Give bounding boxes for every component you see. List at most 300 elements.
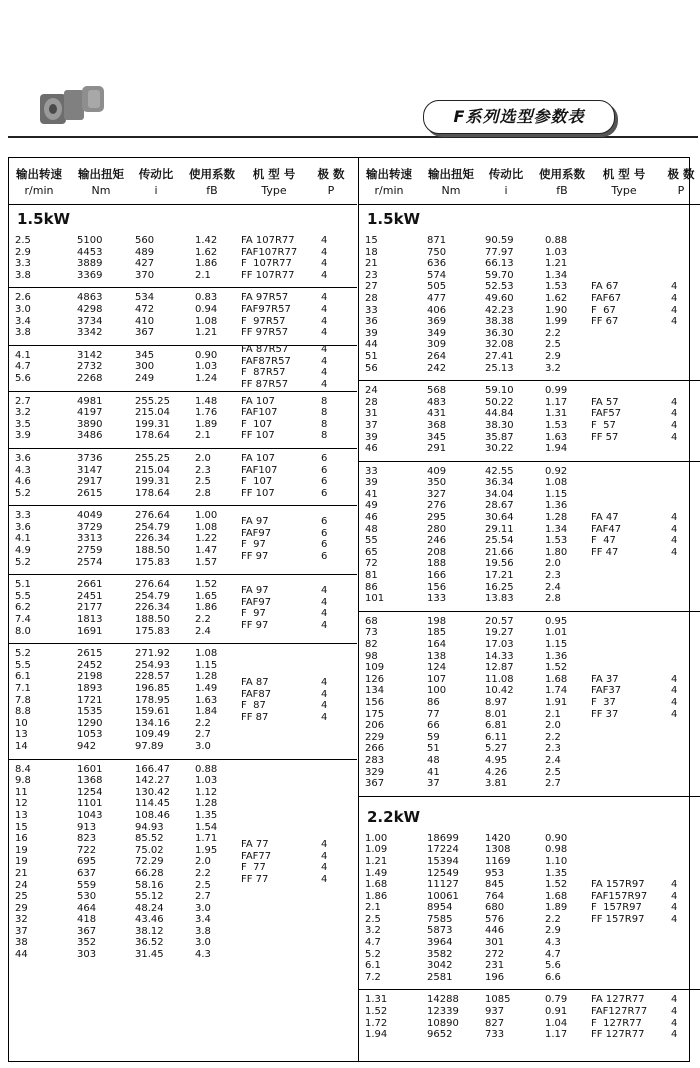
ratio-cell: 94.93 — [135, 821, 164, 833]
right-column — [359, 158, 700, 1061]
speed-cell: 3.9 — [15, 430, 31, 442]
speed-cell: 1.86 — [365, 890, 388, 902]
service-factor-cell: 1.47 — [195, 545, 218, 557]
table-row — [359, 778, 700, 790]
model-type: FA 127R77 — [591, 994, 645, 1006]
speed-cell: 36 — [365, 316, 378, 328]
table-row — [359, 709, 700, 721]
ratio-cell: 4.95 — [485, 754, 508, 766]
table-row — [9, 880, 357, 892]
speed-cell: 13 — [15, 809, 28, 821]
ratio-cell: 472 — [135, 303, 155, 315]
ratio-cell: 199.31 — [135, 476, 170, 488]
table-row — [359, 328, 700, 340]
ratio-cell: 255.25 — [135, 395, 170, 407]
torque-cell: 2452 — [77, 659, 103, 671]
pole-count: 4 — [671, 994, 678, 1006]
ratio-cell: 25.13 — [485, 362, 514, 374]
service-factor-cell: 2.9 — [545, 350, 561, 362]
model-type: FF 107 — [241, 430, 275, 442]
ratio-cell: 16.25 — [485, 581, 514, 593]
table-row — [9, 407, 357, 419]
ratio-cell: 4.26 — [485, 766, 508, 778]
service-factor-cell: 4.3 — [545, 937, 561, 949]
speed-cell: 39 — [365, 431, 378, 443]
service-factor-cell: 2.2 — [195, 867, 211, 879]
ratio-cell: 254.79 — [135, 521, 170, 533]
ratio-cell: 66.28 — [135, 867, 164, 879]
torque-cell: 3147 — [77, 464, 103, 476]
speed-cell: 1.72 — [365, 1017, 388, 1029]
service-factor-cell: 2.8 — [545, 593, 561, 605]
service-factor-cell: 0.98 — [545, 844, 568, 856]
pole-count: 4 — [321, 596, 328, 608]
service-factor-cell: 1.86 — [195, 602, 218, 614]
speed-cell: 126 — [365, 673, 385, 685]
service-factor-cell: 1.08 — [195, 521, 218, 533]
torque-cell: 138 — [427, 650, 447, 662]
model-type: FAF47 — [591, 523, 622, 535]
torque-cell: 17224 — [427, 844, 459, 856]
service-factor-cell: 1.89 — [195, 418, 218, 430]
torque-cell: 4197 — [77, 407, 103, 419]
ratio-cell: 130.42 — [135, 786, 170, 798]
table-row — [359, 949, 700, 961]
torque-cell: 51 — [427, 743, 440, 755]
ratio-cell: 226.34 — [135, 533, 170, 545]
service-factor-cell: 1.42 — [195, 235, 218, 246]
speed-cell: 51 — [365, 350, 378, 362]
service-factor-cell: 2.3 — [195, 464, 211, 476]
model-type: FAF77 — [241, 850, 272, 862]
ratio-cell: 142.27 — [135, 775, 170, 787]
ratio-cell: 301 — [485, 937, 505, 949]
speed-cell: 2.6 — [15, 292, 31, 304]
pole-count: 6 — [321, 527, 328, 539]
pole-count: 4 — [671, 419, 678, 431]
service-factor-cell: 1.54 — [195, 821, 218, 833]
ratio-cell: 42.55 — [485, 465, 514, 477]
ratio-cell: 20.57 — [485, 615, 514, 627]
speed-cell: 3.8 — [15, 269, 31, 281]
table-row — [359, 466, 700, 478]
ratio-cell: 175.83 — [135, 625, 170, 637]
pole-count: 8 — [321, 418, 328, 430]
ratio-cell: 1085 — [485, 994, 511, 1006]
ratio-cell: 109.49 — [135, 729, 170, 741]
header-model-unit: Type — [261, 184, 287, 197]
pole-count: 8 — [321, 430, 328, 442]
speed-cell: 12 — [15, 798, 28, 810]
pole-count: 4 — [321, 838, 328, 850]
service-factor-cell: 1.71 — [195, 833, 218, 845]
speed-cell: 109 — [365, 662, 385, 674]
torque-cell: 464 — [77, 902, 97, 914]
speed-cell: 3.6 — [15, 521, 31, 533]
table-row — [359, 351, 700, 363]
torque-cell: 1813 — [77, 614, 103, 626]
model-type: FA 87 — [241, 677, 269, 689]
table-row — [9, 764, 357, 776]
service-factor-cell: 1.35 — [195, 809, 218, 821]
speed-cell: 1.31 — [365, 994, 388, 1006]
speed-cell: 156 — [365, 696, 385, 708]
ratio-cell: 178.95 — [135, 694, 170, 706]
ratio-cell: 97.89 — [135, 740, 164, 752]
service-factor-cell: 2.2 — [545, 731, 561, 743]
pole-count: 4 — [671, 512, 678, 524]
torque-cell: 1893 — [77, 683, 103, 694]
torque-cell: 327 — [427, 488, 447, 500]
pole-count: 4 — [321, 619, 328, 631]
service-factor-cell: 1.08 — [195, 648, 218, 660]
torque-cell: 124 — [427, 662, 447, 674]
table-row — [359, 833, 700, 845]
speed-cell: 7.2 — [365, 971, 381, 983]
table-row — [9, 798, 357, 810]
ratio-cell: 576 — [485, 913, 505, 925]
torque-cell: 309 — [427, 339, 447, 351]
ratio-cell: 134.16 — [135, 717, 170, 729]
torque-cell: 1535 — [77, 706, 103, 718]
spec-block — [9, 343, 357, 392]
spec-block — [9, 392, 357, 449]
table-row — [359, 477, 700, 489]
table-row — [359, 420, 700, 432]
pole-count: 4 — [321, 343, 328, 355]
model-type: FA 47 — [591, 512, 619, 524]
torque-cell: 264 — [427, 350, 447, 362]
service-factor-cell: 1.63 — [545, 431, 568, 443]
ratio-cell: 43.46 — [135, 914, 164, 926]
torque-cell: 12549 — [427, 867, 459, 879]
torque-cell: 246 — [427, 535, 447, 547]
power-rating: 2.2kW — [367, 807, 421, 826]
table-row — [9, 545, 357, 557]
pole-count: 4 — [671, 708, 678, 720]
model-type: F 37 — [591, 697, 616, 708]
torque-cell: 9652 — [427, 1029, 453, 1041]
model-type: FF 87 — [241, 712, 269, 724]
model-type: FAF97 — [241, 527, 272, 539]
speed-cell: 15 — [15, 821, 28, 833]
table-row — [359, 639, 700, 651]
pole-count: 4 — [321, 850, 328, 862]
model-type: FAF37 — [591, 685, 622, 697]
table-row — [9, 614, 357, 626]
table-row — [359, 868, 700, 880]
pole-count: 6 — [321, 464, 328, 476]
pole-count: 4 — [671, 546, 678, 558]
torque-cell: 4981 — [77, 395, 103, 407]
model-type: F 127R77 — [591, 1017, 642, 1029]
ratio-cell: 1420 — [485, 832, 511, 844]
ratio-cell: 35.87 — [485, 431, 514, 443]
pole-count: 8 — [321, 395, 328, 407]
service-factor-cell: 2.2 — [195, 614, 211, 626]
speed-cell: 5.2 — [365, 948, 381, 960]
table-row — [9, 914, 357, 926]
speed-cell: 3.6 — [15, 452, 31, 464]
table-row — [359, 755, 700, 767]
service-factor-cell: 0.95 — [545, 615, 568, 627]
ratio-cell: 19.56 — [485, 558, 514, 570]
header-poles-unit: P — [327, 184, 335, 197]
service-factor-cell: 1.90 — [545, 304, 568, 316]
spec-block — [9, 760, 357, 967]
speed-cell: 1.68 — [365, 879, 388, 891]
table-row — [359, 305, 700, 317]
service-factor-cell: 1.52 — [545, 879, 568, 891]
speed-cell: 5.2 — [15, 487, 31, 499]
model-type: FA 37 — [591, 673, 619, 685]
torque-cell: 530 — [77, 891, 97, 903]
table-row — [359, 627, 700, 639]
ratio-cell: 370 — [135, 269, 155, 281]
speed-cell: 28 — [365, 396, 378, 408]
model-type: FAF87R57 — [241, 355, 291, 367]
speed-cell: 1.94 — [365, 1029, 388, 1041]
ratio-cell: 28.67 — [485, 500, 514, 512]
header-speed-unit: r/min — [374, 184, 404, 197]
torque-cell: 37 — [427, 778, 440, 790]
speed-cell: 6.2 — [15, 602, 31, 614]
torque-cell: 12339 — [427, 1006, 459, 1018]
torque-cell: 2917 — [77, 476, 103, 488]
speed-cell: 56 — [365, 362, 378, 374]
table-row — [9, 350, 357, 362]
selection-table — [8, 157, 695, 1062]
torque-cell: 280 — [427, 523, 447, 535]
model-type: FAF107 — [241, 407, 278, 419]
torque-cell: 66 — [427, 720, 440, 732]
header-torque-unit: Nm — [441, 184, 461, 197]
ratio-cell: 8.97 — [485, 696, 508, 708]
speed-cell: 2.5 — [365, 913, 381, 925]
speed-cell: 32 — [15, 914, 28, 926]
model-type: F 77 — [241, 862, 266, 874]
service-factor-cell: 1.21 — [195, 327, 218, 339]
pole-count: 4 — [671, 1017, 678, 1029]
table-header — [359, 158, 700, 205]
speed-cell: 3.2 — [15, 407, 31, 419]
model-type: FF 37 — [591, 708, 619, 720]
ratio-cell: 77.97 — [485, 246, 514, 258]
table-row — [9, 949, 357, 961]
table-row — [9, 648, 357, 660]
torque-cell: 3729 — [77, 521, 103, 533]
pole-count: 4 — [321, 873, 328, 885]
table-row — [359, 879, 700, 891]
speed-cell: 46 — [365, 443, 378, 455]
model-type: F 97R57 — [241, 315, 286, 327]
model-type: FF 107 — [241, 487, 275, 499]
speed-cell: 134 — [365, 685, 385, 697]
ratio-cell: 44.84 — [485, 408, 514, 420]
ratio-cell: 175.83 — [135, 556, 170, 568]
ratio-cell: 72.29 — [135, 856, 164, 868]
torque-cell: 2177 — [77, 602, 103, 614]
pole-count: 4 — [321, 367, 328, 379]
ratio-cell: 50.22 — [485, 396, 514, 408]
table-row — [359, 767, 700, 779]
torque-cell: 7585 — [427, 913, 453, 925]
table-row — [9, 247, 357, 259]
ratio-cell: 8.01 — [485, 708, 508, 720]
table-row — [9, 522, 357, 534]
service-factor-cell: 2.0 — [195, 856, 211, 868]
speed-cell: 37 — [365, 419, 378, 431]
service-factor-cell: 0.91 — [545, 1006, 568, 1018]
table-row — [9, 304, 357, 316]
speed-cell: 48 — [365, 523, 378, 535]
table-row — [359, 582, 700, 594]
ratio-cell: 427 — [135, 258, 155, 270]
table-row — [359, 651, 700, 663]
speed-cell: 33 — [365, 465, 378, 477]
service-factor-cell: 2.5 — [545, 766, 561, 778]
pole-count: 4 — [671, 1029, 678, 1041]
torque-cell: 2451 — [77, 590, 103, 602]
table-row — [9, 695, 357, 707]
header-speed: 输出转速 — [16, 167, 62, 181]
torque-cell: 750 — [427, 246, 447, 258]
table-row — [359, 720, 700, 732]
table-row — [9, 591, 357, 603]
service-factor-cell: 2.0 — [545, 720, 561, 732]
speed-cell: 44 — [365, 339, 378, 351]
torque-cell: 198 — [427, 615, 447, 627]
torque-cell: 188 — [427, 558, 447, 570]
pole-count: 4 — [321, 608, 328, 620]
model-type: F 97 — [241, 608, 266, 620]
service-factor-cell: 2.5 — [545, 339, 561, 351]
service-factor-cell: 2.7 — [195, 891, 211, 903]
table-row — [9, 718, 357, 730]
table-row — [9, 891, 357, 903]
torque-cell: 291 — [427, 443, 447, 455]
speed-cell: 16 — [15, 833, 28, 845]
service-factor-cell: 1.91 — [545, 696, 568, 708]
torque-cell: 483 — [427, 396, 447, 408]
torque-cell: 418 — [77, 914, 97, 926]
service-factor-cell: 2.0 — [545, 558, 561, 570]
ratio-cell: 48.24 — [135, 902, 164, 914]
ratio-cell: 30.22 — [485, 443, 514, 455]
service-factor-cell: 1.21 — [545, 258, 568, 270]
speed-cell: 367 — [365, 778, 385, 790]
torque-cell: 100 — [427, 685, 447, 697]
speed-cell: 2.9 — [15, 246, 31, 258]
speed-cell: 266 — [365, 743, 385, 755]
speed-cell: 8.8 — [15, 706, 31, 718]
torque-cell: 10061 — [427, 890, 459, 902]
torque-cell: 4453 — [77, 246, 103, 258]
service-factor-cell: 1.49 — [195, 683, 218, 694]
service-factor-cell: 0.90 — [195, 349, 218, 361]
ratio-cell: 38.38 — [485, 316, 514, 328]
torque-cell: 8954 — [427, 902, 453, 914]
table-row — [359, 697, 700, 709]
model-type: FF 57 — [591, 431, 619, 443]
torque-cell: 295 — [427, 512, 447, 524]
speed-cell: 101 — [365, 593, 385, 605]
table-row — [9, 822, 357, 834]
table-row — [359, 258, 700, 270]
table-row — [359, 616, 700, 628]
speed-cell: 3.0 — [15, 303, 31, 315]
speed-cell: 229 — [365, 731, 385, 743]
service-factor-cell: 1.36 — [545, 500, 568, 512]
ratio-cell: 178.64 — [135, 487, 170, 499]
model-type: FA 77 — [241, 838, 269, 850]
table-header — [9, 158, 357, 205]
service-factor-cell: 1.28 — [545, 512, 568, 524]
model-type: FF 107R77 — [241, 269, 295, 281]
ratio-cell: 13.83 — [485, 593, 514, 605]
table-row — [9, 660, 357, 672]
ratio-cell: 90.59 — [485, 235, 514, 246]
model-type: FAF107R77 — [241, 246, 298, 258]
torque-cell: 3734 — [77, 315, 103, 327]
header-torque: 输出扭矩 — [428, 167, 474, 181]
ratio-cell: 159.61 — [135, 706, 170, 718]
service-factor-cell: 1.04 — [545, 1017, 568, 1029]
ratio-cell: 52.53 — [485, 281, 514, 293]
speed-cell: 19 — [15, 844, 28, 856]
torque-cell: 1254 — [77, 786, 103, 798]
table-row — [9, 373, 357, 385]
speed-cell: 4.7 — [365, 937, 381, 949]
model-type: FA 107 — [241, 395, 275, 407]
service-factor-cell: 1.15 — [545, 639, 568, 650]
service-factor-cell: 1.74 — [545, 685, 568, 697]
ratio-cell: 300 — [135, 361, 155, 373]
pole-count: 4 — [671, 293, 678, 304]
pole-count: 6 — [321, 550, 328, 562]
spec-block — [359, 612, 700, 797]
service-factor-cell: 1.52 — [195, 579, 218, 591]
table-row — [359, 925, 700, 937]
header-torque: 输出扭矩 — [78, 167, 124, 181]
table-row — [9, 430, 357, 442]
speed-cell: 3.4 — [15, 315, 31, 327]
torque-cell: 1691 — [77, 625, 103, 637]
table-row — [9, 926, 357, 938]
table-row — [359, 235, 700, 247]
speed-cell: 41 — [365, 488, 378, 500]
spec-block — [359, 990, 700, 1046]
torque-cell: 1043 — [77, 809, 103, 821]
torque-cell: 406 — [427, 304, 447, 316]
table-row — [9, 833, 357, 845]
ratio-cell: 228.57 — [135, 671, 170, 683]
service-factor-cell: 0.92 — [545, 465, 568, 477]
pole-count: 6 — [321, 452, 328, 464]
model-type: FA 57 — [591, 396, 619, 408]
speed-cell: 1.49 — [365, 867, 388, 879]
pole-count: 4 — [321, 303, 328, 315]
table-row — [359, 558, 700, 570]
spec-block — [9, 506, 357, 575]
spec-block — [359, 381, 700, 462]
service-factor-cell: 1.62 — [195, 246, 218, 258]
torque-cell: 2661 — [77, 579, 103, 591]
model-type: FAF97 — [241, 596, 272, 608]
torque-cell: 18699 — [427, 832, 459, 844]
model-type: FA 97R57 — [241, 292, 289, 304]
torque-cell: 166 — [427, 570, 447, 582]
